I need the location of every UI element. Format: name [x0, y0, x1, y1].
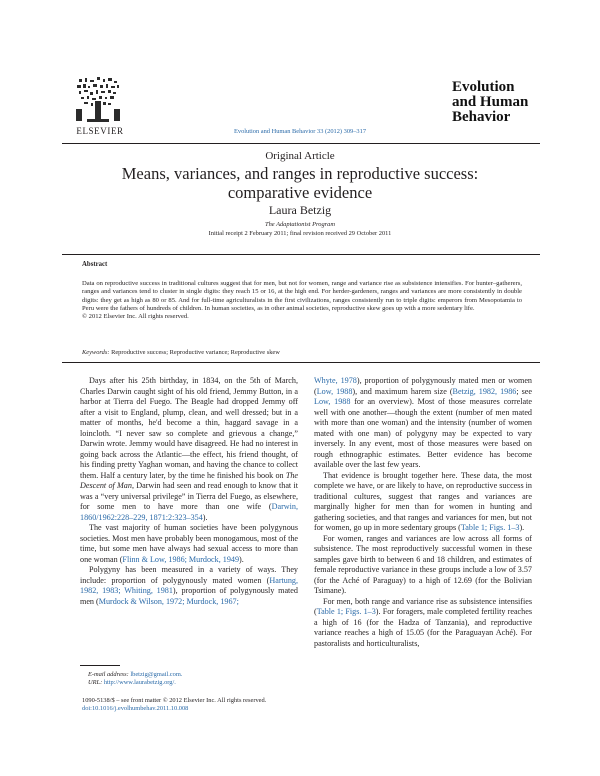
body-paragraph: Whyte, 1978), proportion of polygynously mated men or women (Low, 1988), and maximum harem size (Betzig, 1982, 1986; see Low, 1988 for an overview). Most of those measures correlate well with one another—though the extent (number of men mated with more than one woman) and the intensity (number of women mated with one man) of polygyny may be expected to vary inversely. In any event, most of those measures were based on rough ethnographic estimates. Better evidence has become available over the last few years.	[314, 376, 532, 469]
citation-link[interactable]: Low, 1988	[316, 386, 353, 396]
citation-link[interactable]: Flinn & Low, 1986; Murdock, 1949	[122, 554, 240, 564]
doi-link[interactable]: doi:10.1016/j.evolhumbehav.2011.10.008	[82, 705, 189, 713]
publication-info	[82, 697, 322, 713]
body-column-left	[80, 376, 298, 607]
book-title: The Descent of Man	[80, 470, 298, 490]
body-paragraph: For men, both range and variance rise as subsistence intensifies (Table 1; Figs. 1–3). For foragers, male completed fertility reaches a high of 16 (for the Hadza of Tanzania), and reproductive variance reaches a high of 15.05 (for the Paraguayan Aché). For pastoralists and horticulturalists,	[314, 596, 532, 648]
citation-link[interactable]: Darwin, 1860/1962:228–229, 1871:2:323–354	[80, 502, 298, 522]
brand-line: and Human	[452, 94, 529, 110]
header-divider	[62, 143, 540, 144]
article-title	[120, 164, 480, 202]
figure-link[interactable]: Table 1; Figs. 1–3	[316, 607, 376, 616]
receipt-dates: Initial receipt 2 February 2011; final revision received 29 October 2011	[208, 230, 392, 237]
url-link[interactable]: http://www.laurabetzig.org/.	[103, 679, 176, 686]
citation-link[interactable]: Murdock & Wilson, 1972; Murdock, 1967;	[98, 596, 239, 606]
elsevier-tree-logo	[73, 75, 123, 125]
body-column-right	[314, 376, 532, 649]
brand-line: Behavior	[452, 109, 511, 125]
journal-brand	[452, 80, 538, 125]
url-label: URL:	[88, 679, 103, 686]
abstract-heading: Abstract	[82, 261, 108, 268]
body-paragraph: Days after his 25th birthday, in 1834, on the 5th of March, Charles Darwin caught sight of his old friend, Jemmy Button, in a harbor at Tierra del Fuego. The Beagle had dropped Jemmy off after a visit to England, plump, clean, and well dressed; but in a matter of months, he'd become a thin, haggard savage in a loincloth. “I never saw so complete and grievous a change,” Darwin wrote. Jemmy would have disagreed. He had no interest in going back across the Atlantic—the effect, his friend thought, of his finding pretty Yaghan woman, and having the chance to collect them. Half a century later, by the time he finished his book on The Descent of Man, Darwin had seen and read enough to know that it was a “very universal privilege” in Tierra del Fuego, as elsewhere, for some men to have more than one wife (Darwin, 1860/1962:228–229, 1871:2:323–354).	[80, 376, 298, 522]
author-contact	[88, 671, 308, 687]
abstract-body	[82, 280, 522, 321]
citation-link[interactable]: Betzig, 1982, 1986	[452, 386, 517, 396]
abstract-copyright: © 2012 Elsevier Inc. All rights reserved.	[82, 313, 189, 321]
issn-line: 1090-5138/$ – see front matter © 2012 Elsevier Inc. All rights reserved.	[82, 697, 267, 704]
citation-link[interactable]: Low, 1988	[314, 397, 351, 406]
journal-citation-link[interactable]: Evolution and Human Behavior 33 (2012) 309–317	[233, 128, 367, 135]
body-paragraph: The vast majority of human societies have been polygynous societies. Most men have probably been monogamous, most of the time, but some men have always had sexual access to more than one woman (Flinn & Low, 1986; Murdock, 1949).	[80, 523, 298, 564]
citation-link[interactable]: Hartung, 1982, 1983; Whiting, 1981	[80, 575, 298, 595]
keywords-label: Keywords:	[82, 349, 110, 356]
body-paragraph: Polygyny has been measured in a variety of ways. They include: proportion of polygynously mated women (Hartung, 1982, 1983; Whiting, 1981), proportion of polygynously mated men (Murdock & Wilson, 1972; Murdock, 1967;	[80, 565, 298, 606]
keywords-line	[82, 349, 522, 356]
abstract-text: Data on reproductive success in traditional cultures suggest that for men, but not for women, range and variance rise as subsistence intensifies. For hunter–gatherers, ranges and variances tend to cluster in single digits: they reach 15 or 16, at the high end. For herder-gardeners, ranges and variances are more consistently in double digits: they get as high as 80 or 85. And for full-time agriculturalists in the first civilizations, ranges consistently run to triple digits: emperors from Mesopotamia to Peru were the fathers of hundreds of children. In human societies, as in other animal societies, reproductive skew goes up with a more sedentary life.	[82, 280, 522, 312]
title-line: Means, variances, and ranges in reproductive success:	[121, 164, 479, 183]
brand-line: Evolution	[452, 79, 515, 95]
article-type: Original Article	[265, 150, 335, 162]
body-paragraph: For women, ranges and variances are low across all forms of subsistence. The most reproductively successful women in these samples gave birth to between 6 and 18 children, and estimates of female reproductive variance in these groups include a low of 3.57 (for the Aché of Paraguay) to a high of 12.69 (for the Bolivian Tsimane).	[314, 533, 532, 595]
email-label: E-mail address:	[88, 671, 129, 678]
title-line: comparative evidence	[227, 183, 373, 202]
footnote-divider	[80, 665, 120, 666]
keywords-list: Reproductive success; Reproductive variance; Reproductive skew	[111, 349, 280, 356]
publisher-name: ELSEVIER	[76, 126, 124, 136]
email-link[interactable]: lbetzig@gmail.com.	[130, 671, 183, 678]
figure-link[interactable]: Table 1; Figs. 1–3	[460, 523, 520, 532]
body-paragraph: That evidence is brought together here. These data, the most complete we have, or are likely to have, on reproductive success in traditional cultures, suggest that ranges and variances are marginally higher for men than for women in hunting and gathering societies, and that ranges and variances for men, but not for women, go up in more sedentary groups (Table 1; Figs. 1–3).	[314, 470, 532, 532]
author-affiliation: The Adaptationist Program	[265, 221, 335, 228]
author-name: Laura Betzig	[268, 203, 332, 217]
abstract-bottom-divider	[62, 362, 540, 363]
citation-link[interactable]: Whyte, 1978	[314, 376, 357, 385]
abstract-top-divider	[62, 254, 540, 255]
